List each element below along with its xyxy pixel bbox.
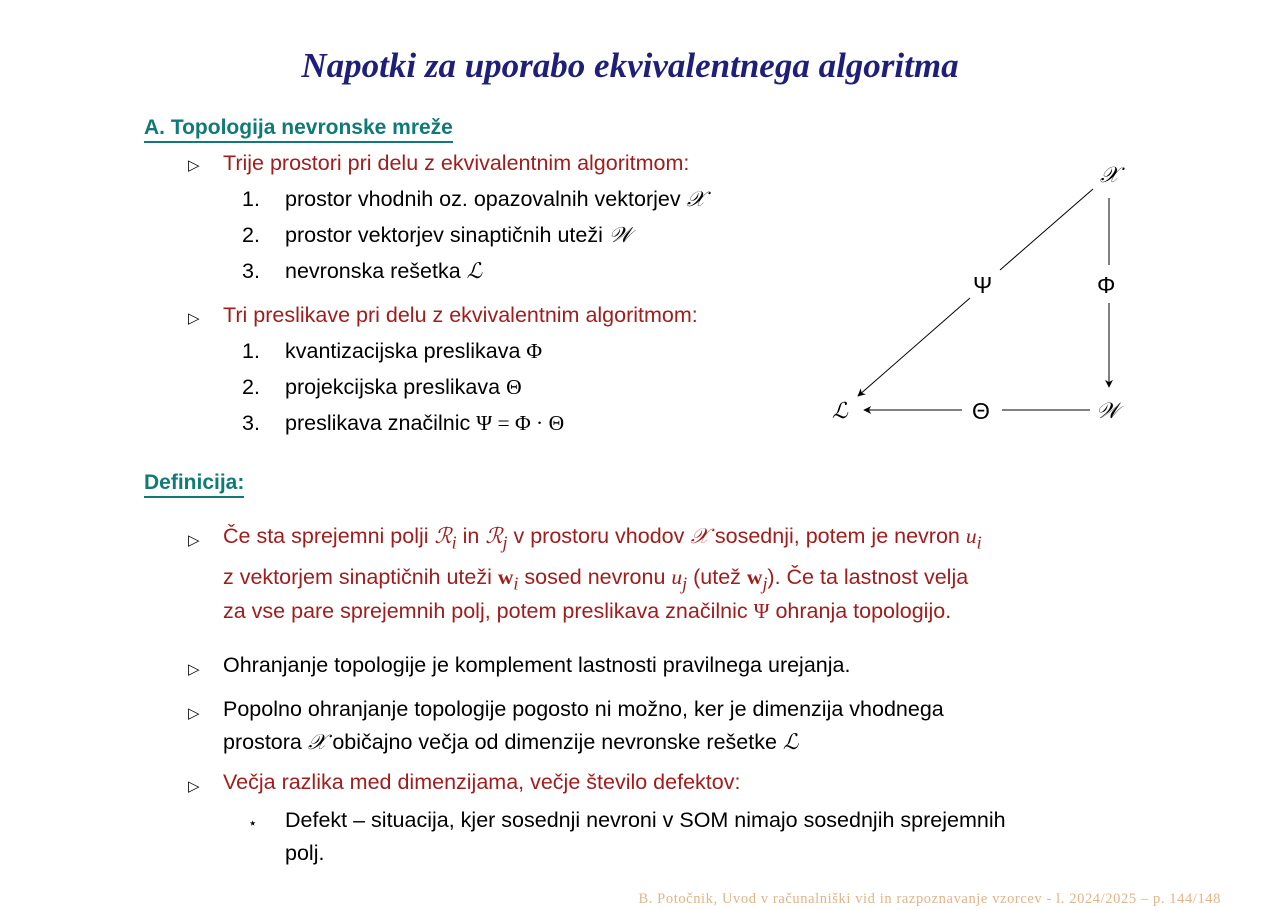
list-item-text: kvantizacijska preslikava [285,339,521,363]
list-item-map-theta [285,375,522,400]
sub-bullet-defect-line-1: Defekt – situacija, kjer sosednji nevroni v SOM nimajo sosednjih sprejemnih [285,808,1006,832]
star-bullet-icon: ⋆ [248,815,258,832]
math-symbol: 𝒲 [608,223,632,247]
math-r-i [434,524,457,553]
math-symbol: ℛ [434,524,452,548]
bullet-spaces: Trije prostori pri delu z ekvivalentnim algoritmom: [223,151,690,175]
bullet-dimension-line-2 [223,730,798,755]
bullet-dimension-line-1: Popolno ohranjanje topologije pogosto ni možno, ker je dimenzija vhodnega [223,697,944,721]
math-subscript: i [976,532,982,553]
math-symbol: Ψ = Φ · Θ [476,411,565,435]
math-subscript: j [502,532,508,553]
math-symbol: u [965,524,977,548]
text: z vektorjem sinaptičnih uteži [223,565,492,589]
theta-label: Θ [972,398,990,424]
math-r-j [485,524,508,553]
math-u-i [965,524,982,553]
slide-title: Napotki za uporabo ekvivalentnega algoritma [301,46,959,85]
math-symbol: 𝒳 [307,730,327,754]
math-symbol: 𝒳 [686,187,706,211]
math-symbol: w [497,565,514,589]
bullet-triangle-icon: ▷ [188,705,200,722]
math-symbol: u [671,565,683,589]
text: sosednji, potem je nevron [714,524,960,548]
text: prostora [223,730,302,754]
bullet-triangle-icon: ▷ [188,532,200,549]
bullet-triangle-icon: ▷ [188,661,200,678]
list-item-text: nevronska rešetka [285,259,461,283]
list-number: 3. [242,259,260,283]
bullet-maps: Tri preslikave pri delu z ekvivalentnim algoritmom: [223,303,698,327]
math-symbol: ℒ [466,259,483,283]
list-item-text: prostor vhodnih oz. opazovalnih vektorjev [285,187,681,211]
node-w: 𝒲 [1096,398,1120,423]
math-symbol: Θ [506,375,522,399]
math-w-i [497,565,519,594]
list-number: 1. [242,339,260,363]
definition-line-3 [223,599,951,624]
list-item-space-l [285,259,482,284]
list-item-text: projekcijska preslikava [285,375,501,399]
text: Če sta sprejemni polji [223,524,429,548]
math-subscript: i [513,573,519,594]
bullet-triangle-icon: ▷ [188,310,200,327]
bullet-triangle-icon: ▷ [188,778,200,795]
bullet-complement: Ohranjanje topologije je komplement lastnosti pravilnega urejanja. [223,653,851,677]
psi-arrow [1000,189,1093,270]
section-heading-definition: Definicija: [144,471,244,498]
text: za vse pare sprejemnih polj, potem preslikava značilnic [223,599,748,623]
list-item-space-w [285,223,631,248]
bullet-triangle-icon: ▷ [188,157,200,174]
list-item-space-x [285,187,705,212]
psi-arrow [858,298,970,396]
definition-line-1 [223,524,982,553]
math-symbol: w [746,565,763,589]
list-item-text: prostor vektorjev sinaptičnih uteži [285,223,603,247]
text: običajno večja od dimenzije nevronske rešetke [332,730,777,754]
list-number: 3. [242,411,260,435]
math-symbol: ℛ [485,524,503,548]
mapping-diagram [820,150,1140,440]
text: ). Če ta lastnost velja [767,565,969,589]
list-number: 2. [242,375,260,399]
math-symbol: 𝒳 [690,524,709,548]
text: (utež [693,565,741,589]
definition-line-2 [223,565,968,594]
text: in [462,524,480,548]
math-subscript: j [762,573,768,594]
node-x: 𝒳 [1100,162,1119,187]
section-heading-topology: A. Topologija nevronske mreže [144,116,453,143]
math-subscript: j [682,573,688,594]
list-item-map-phi [285,339,542,364]
math-symbol: Φ [526,339,543,363]
list-number: 2. [242,223,260,247]
bullet-defects: Večja razlika med dimenzijama, večje število defektov: [223,770,741,794]
math-subscript: i [451,532,457,553]
math-symbol: ℒ [782,730,799,754]
math-w-j [746,565,768,594]
psi-label: Ψ [973,272,993,298]
node-l: ℒ [832,398,848,423]
sub-bullet-defect-line-2: polj. [285,841,325,865]
text: ohranja topologijo. [775,599,952,623]
phi-label: Φ [1097,272,1116,298]
list-item-map-psi [285,411,564,436]
slide-footer: B. Potočnik, Uvod v računalniški vid in razpoznavanje vzorcev - l. 2024/2025 – p. 144/148 [638,891,1221,907]
math-symbol: Ψ [753,599,770,623]
text: sosed nevronu [524,565,666,589]
math-u-j [671,565,688,594]
text: v prostoru vhodov [513,524,685,548]
list-item-text: preslikava značilnic [285,411,471,435]
list-number: 1. [242,187,260,211]
